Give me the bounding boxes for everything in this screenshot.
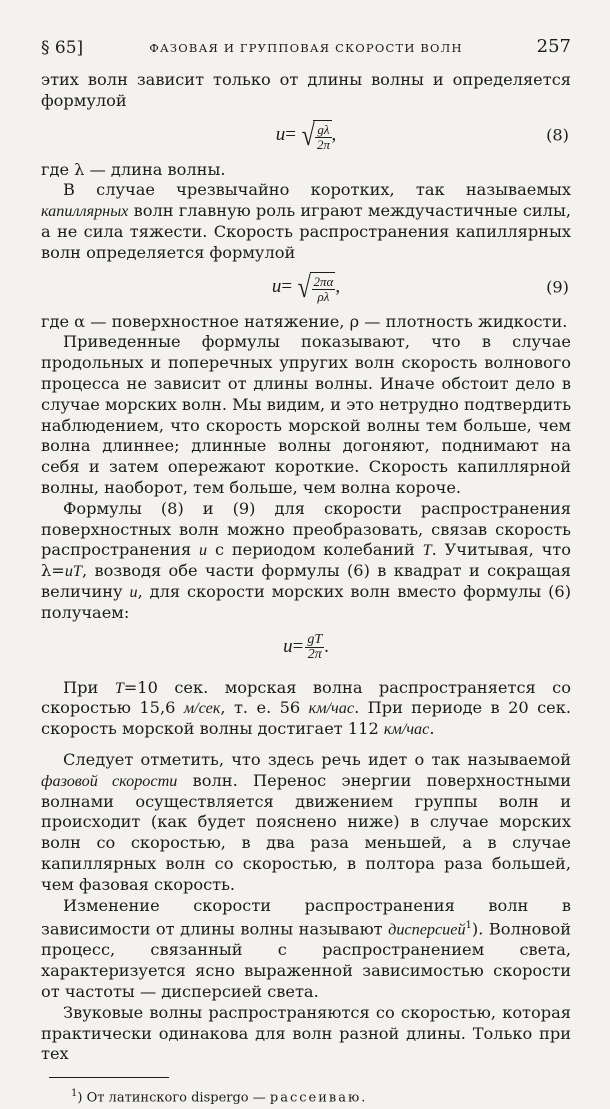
formula-9: u = √ $\frac{2\pi\alpha}{\rho\lambda}$ , (9) <box>271 270 569 304</box>
equation-number: (9) <box>546 277 569 297</box>
sqrt-sign: √ <box>301 118 315 152</box>
paragraph: где α — поверхностное натяжение, ρ — плотность жидкости. <box>41 311 568 331</box>
running-header <box>41 30 571 60</box>
equation-number: (8) <box>546 125 569 145</box>
footnote-divider <box>49 1077 169 1078</box>
paragraph: Следует отметить, что здесь речь идет о так называемой фазовой скорости волн. Перенос энергии поверхностными волнами осуществляется движением группы волн и происходит (как будет пояснено ниже) в случае морских волн со скоростью, в два раза меньшей, а в случае капиллярных волн со скоростью, в полтора раза большей, чем фазовая скорость. <box>41 749 571 894</box>
paragraph: При T=10 сек. морская волна распространяется со скоростью 15,6 м/сек, т. е. 56 км/час. При периоде в 20 сек. скорость морской волны достигает 112 км/час. <box>41 677 571 739</box>
sqrt-sign: √ <box>297 270 311 304</box>
footnote: $^1$) От латинского dispergo — рассеиваю. <box>71 1088 366 1106</box>
formula-8: u = √ $\frac{g\lambda}{2\pi}$ , (8) <box>275 118 569 152</box>
formula-10: u = $\frac{gT}{2\pi}$ . <box>283 632 329 663</box>
section-number: § 65] <box>41 38 84 58</box>
running-title: ФАЗОВАЯ И ГРУППОВАЯ СКОРОСТИ ВОЛН <box>149 41 463 55</box>
paragraph: где λ — длина волны. <box>41 159 226 179</box>
page-body <box>41 70 571 1109</box>
paragraph: Приведенные формулы показывают, что в случае продольных и поперечных упругих волн скорость волнового процесса не зависит от длины волны. Иначе обстоит дело в случае морских волн. Мы видим, и это нетрудно подтвердить наблюдением, что скорость морской волны тем больше, чем волна длиннее; длинные волны догоняют, поднимают на себя и затем опережают короткие. Скорость капиллярной волны, наоборот, тем больше, чем волна короче. <box>41 332 572 497</box>
page-number: 257 <box>536 36 571 57</box>
book-page <box>41 30 572 1106</box>
paragraph: Звуковые волны распространяются со скоростью, которая практически одинакова для волн разной длины. Только при тех <box>41 1002 571 1064</box>
paragraph: этих волн зависит только от длины волны и определяется формулой <box>41 70 571 110</box>
paragraph: Формулы (8) и (9) для скорости распространения поверхностных волн можно преобразовать, связав скорость распространения u с периодом колебаний T. Учитывая, что λ=uT, возводя обе части формулы (6) в квадрат и сокращая величину u, для скорости морских волн вместо формулы (6) получаем: <box>41 498 572 622</box>
paragraph: В случае чрезвычайно коротких, так называемых капиллярных волн главную роль играют междучастичные силы, а не сила тяжести. Скорость распространения капиллярных волн определяется формулой <box>41 180 571 262</box>
footnote-marker: 1 <box>465 920 472 932</box>
paragraph: Изменение скорости распространения волн в зависимости от длины волны называют дисперсией$^1$). Волновой процесс, связанный с распространением света, характеризуется ясно выраженной зависимостью скорости от частоты — дисперсией света. <box>41 895 572 1002</box>
